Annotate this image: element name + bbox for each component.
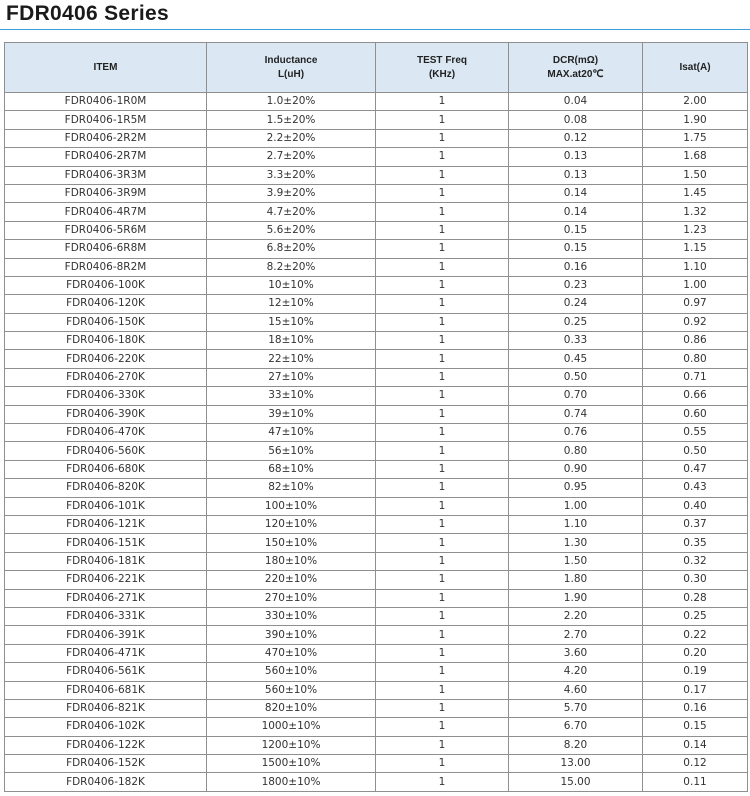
cell-item: FDR0406-471K bbox=[5, 644, 207, 662]
cell-inductance: 56±10% bbox=[207, 442, 376, 460]
cell-item: FDR0406-180K bbox=[5, 332, 207, 350]
table-row bbox=[5, 148, 748, 166]
cell-inductance: 47±10% bbox=[207, 424, 376, 442]
cell-dcr: 0.90 bbox=[509, 460, 643, 478]
table-row bbox=[5, 221, 748, 239]
cell-test-freq: 1 bbox=[376, 93, 509, 111]
cell-dcr: 0.12 bbox=[509, 129, 643, 147]
cell-isat: 0.37 bbox=[643, 515, 748, 533]
cell-item: FDR0406-152K bbox=[5, 755, 207, 773]
cell-inductance: 4.7±20% bbox=[207, 203, 376, 221]
cell-test-freq: 1 bbox=[376, 755, 509, 773]
cell-isat: 0.92 bbox=[643, 313, 748, 331]
header-isat bbox=[643, 43, 748, 93]
header-item bbox=[5, 43, 207, 93]
cell-dcr: 0.23 bbox=[509, 276, 643, 294]
table-row bbox=[5, 442, 748, 460]
cell-isat: 0.20 bbox=[643, 644, 748, 662]
cell-inductance: 3.9±20% bbox=[207, 184, 376, 202]
cell-isat: 0.15 bbox=[643, 718, 748, 736]
cell-inductance: 1800±10% bbox=[207, 773, 376, 791]
cell-dcr: 0.08 bbox=[509, 111, 643, 129]
cell-inductance: 100±10% bbox=[207, 497, 376, 515]
cell-inductance: 560±10% bbox=[207, 663, 376, 681]
cell-item: FDR0406-102K bbox=[5, 718, 207, 736]
header-inductance-line-2: L(uH) bbox=[277, 68, 305, 80]
cell-test-freq: 1 bbox=[376, 736, 509, 754]
cell-item: FDR0406-270K bbox=[5, 368, 207, 386]
table-row bbox=[5, 184, 748, 202]
cell-isat: 1.00 bbox=[643, 276, 748, 294]
cell-isat: 2.00 bbox=[643, 93, 748, 111]
cell-isat: 1.75 bbox=[643, 129, 748, 147]
cell-dcr: 3.60 bbox=[509, 644, 643, 662]
cell-dcr: 0.14 bbox=[509, 203, 643, 221]
cell-dcr: 4.20 bbox=[509, 663, 643, 681]
cell-dcr: 0.33 bbox=[509, 332, 643, 350]
cell-inductance: 1000±10% bbox=[207, 718, 376, 736]
cell-test-freq: 1 bbox=[376, 111, 509, 129]
table-row bbox=[5, 497, 748, 515]
cell-dcr: 0.74 bbox=[509, 405, 643, 423]
cell-item: FDR0406-8R2M bbox=[5, 258, 207, 276]
cell-dcr: 2.20 bbox=[509, 607, 643, 625]
cell-test-freq: 1 bbox=[376, 184, 509, 202]
header-inductance-line-1: Inductance bbox=[264, 54, 318, 66]
cell-item: FDR0406-100K bbox=[5, 276, 207, 294]
cell-item: FDR0406-681K bbox=[5, 681, 207, 699]
cell-dcr: 0.15 bbox=[509, 240, 643, 258]
cell-item: FDR0406-1R0M bbox=[5, 93, 207, 111]
cell-test-freq: 1 bbox=[376, 626, 509, 644]
cell-isat: 0.30 bbox=[643, 571, 748, 589]
cell-dcr: 0.95 bbox=[509, 479, 643, 497]
cell-inductance: 1200±10% bbox=[207, 736, 376, 754]
cell-isat: 1.50 bbox=[643, 166, 748, 184]
cell-test-freq: 1 bbox=[376, 424, 509, 442]
cell-item: FDR0406-122K bbox=[5, 736, 207, 754]
cell-inductance: 10±10% bbox=[207, 276, 376, 294]
table-row bbox=[5, 699, 748, 717]
table-row bbox=[5, 773, 748, 791]
cell-inductance: 3.3±20% bbox=[207, 166, 376, 184]
cell-inductance: 330±10% bbox=[207, 607, 376, 625]
cell-inductance: 820±10% bbox=[207, 699, 376, 717]
table-row bbox=[5, 663, 748, 681]
cell-isat: 0.28 bbox=[643, 589, 748, 607]
table-row bbox=[5, 552, 748, 570]
cell-test-freq: 1 bbox=[376, 405, 509, 423]
table-row bbox=[5, 534, 748, 552]
cell-dcr: 0.14 bbox=[509, 184, 643, 202]
table-row bbox=[5, 607, 748, 625]
cell-test-freq: 1 bbox=[376, 166, 509, 184]
table-row bbox=[5, 387, 748, 405]
header-dcr-line-2: MAX.at20℃ bbox=[547, 68, 604, 80]
cell-test-freq: 1 bbox=[376, 607, 509, 625]
table-row bbox=[5, 681, 748, 699]
cell-item: FDR0406-182K bbox=[5, 773, 207, 791]
cell-item: FDR0406-470K bbox=[5, 424, 207, 442]
cell-item: FDR0406-101K bbox=[5, 497, 207, 515]
cell-isat: 0.22 bbox=[643, 626, 748, 644]
cell-test-freq: 1 bbox=[376, 681, 509, 699]
table-row bbox=[5, 276, 748, 294]
cell-dcr: 0.50 bbox=[509, 368, 643, 386]
cell-item: FDR0406-680K bbox=[5, 460, 207, 478]
cell-inductance: 39±10% bbox=[207, 405, 376, 423]
cell-item: FDR0406-820K bbox=[5, 479, 207, 497]
cell-dcr: 1.00 bbox=[509, 497, 643, 515]
cell-isat: 0.14 bbox=[643, 736, 748, 754]
cell-inductance: 180±10% bbox=[207, 552, 376, 570]
cell-dcr: 2.70 bbox=[509, 626, 643, 644]
cell-inductance: 22±10% bbox=[207, 350, 376, 368]
cell-test-freq: 1 bbox=[376, 129, 509, 147]
header-dcr-line-1: DCR(mΩ) bbox=[552, 54, 599, 66]
cell-inductance: 2.7±20% bbox=[207, 148, 376, 166]
cell-test-freq: 1 bbox=[376, 387, 509, 405]
cell-test-freq: 1 bbox=[376, 460, 509, 478]
table-row bbox=[5, 313, 748, 331]
cell-inductance: 82±10% bbox=[207, 479, 376, 497]
cell-dcr: 0.25 bbox=[509, 313, 643, 331]
table-row bbox=[5, 166, 748, 184]
header-item-line-1: ITEM bbox=[93, 61, 118, 73]
cell-isat: 0.43 bbox=[643, 479, 748, 497]
cell-dcr: 1.80 bbox=[509, 571, 643, 589]
cell-item: FDR0406-121K bbox=[5, 515, 207, 533]
cell-dcr: 0.76 bbox=[509, 424, 643, 442]
cell-dcr: 0.04 bbox=[509, 93, 643, 111]
cell-test-freq: 1 bbox=[376, 589, 509, 607]
cell-dcr: 1.90 bbox=[509, 589, 643, 607]
cell-isat: 0.11 bbox=[643, 773, 748, 791]
cell-isat: 0.12 bbox=[643, 755, 748, 773]
cell-inductance: 33±10% bbox=[207, 387, 376, 405]
cell-isat: 0.19 bbox=[643, 663, 748, 681]
cell-isat: 0.60 bbox=[643, 405, 748, 423]
cell-test-freq: 1 bbox=[376, 552, 509, 570]
cell-test-freq: 1 bbox=[376, 663, 509, 681]
table-header bbox=[5, 43, 748, 93]
cell-isat: 0.35 bbox=[643, 534, 748, 552]
cell-test-freq: 1 bbox=[376, 534, 509, 552]
cell-isat: 0.32 bbox=[643, 552, 748, 570]
cell-item: FDR0406-220K bbox=[5, 350, 207, 368]
table-row bbox=[5, 589, 748, 607]
cell-test-freq: 1 bbox=[376, 442, 509, 460]
cell-item: FDR0406-1R5M bbox=[5, 111, 207, 129]
table-row bbox=[5, 644, 748, 662]
cell-inductance: 120±10% bbox=[207, 515, 376, 533]
cell-test-freq: 1 bbox=[376, 515, 509, 533]
cell-item: FDR0406-221K bbox=[5, 571, 207, 589]
cell-test-freq: 1 bbox=[376, 313, 509, 331]
cell-inductance: 270±10% bbox=[207, 589, 376, 607]
cell-item: FDR0406-150K bbox=[5, 313, 207, 331]
cell-inductance: 15±10% bbox=[207, 313, 376, 331]
cell-test-freq: 1 bbox=[376, 221, 509, 239]
cell-item: FDR0406-120K bbox=[5, 295, 207, 313]
cell-isat: 0.86 bbox=[643, 332, 748, 350]
header-test-freq-line-2: (KHz) bbox=[428, 68, 456, 80]
table-row bbox=[5, 515, 748, 533]
cell-isat: 0.40 bbox=[643, 497, 748, 515]
cell-inductance: 27±10% bbox=[207, 368, 376, 386]
cell-isat: 1.23 bbox=[643, 221, 748, 239]
cell-dcr: 0.13 bbox=[509, 148, 643, 166]
cell-dcr: 6.70 bbox=[509, 718, 643, 736]
cell-isat: 1.68 bbox=[643, 148, 748, 166]
cell-inductance: 1.0±20% bbox=[207, 93, 376, 111]
cell-dcr: 0.45 bbox=[509, 350, 643, 368]
cell-test-freq: 1 bbox=[376, 773, 509, 791]
header-test-freq-line-1: TEST Freq bbox=[416, 54, 467, 66]
cell-item: FDR0406-560K bbox=[5, 442, 207, 460]
cell-test-freq: 1 bbox=[376, 479, 509, 497]
header-test-freq bbox=[376, 43, 509, 93]
cell-test-freq: 1 bbox=[376, 699, 509, 717]
cell-inductance: 12±10% bbox=[207, 295, 376, 313]
table-row bbox=[5, 240, 748, 258]
cell-dcr: 13.00 bbox=[509, 755, 643, 773]
cell-inductance: 2.2±20% bbox=[207, 129, 376, 147]
cell-isat: 1.45 bbox=[643, 184, 748, 202]
header-isat-line-1: Isat(A) bbox=[679, 61, 711, 73]
cell-dcr: 0.80 bbox=[509, 442, 643, 460]
cell-inductance: 150±10% bbox=[207, 534, 376, 552]
cell-test-freq: 1 bbox=[376, 644, 509, 662]
cell-test-freq: 1 bbox=[376, 350, 509, 368]
table-row bbox=[5, 350, 748, 368]
header-dcr bbox=[509, 43, 643, 93]
cell-dcr: 0.24 bbox=[509, 295, 643, 313]
cell-isat: 0.25 bbox=[643, 607, 748, 625]
spec-table bbox=[4, 42, 748, 792]
table-row bbox=[5, 203, 748, 221]
cell-item: FDR0406-331K bbox=[5, 607, 207, 625]
cell-inductance: 18±10% bbox=[207, 332, 376, 350]
cell-test-freq: 1 bbox=[376, 497, 509, 515]
cell-inductance: 560±10% bbox=[207, 681, 376, 699]
table-row bbox=[5, 460, 748, 478]
table-row bbox=[5, 93, 748, 111]
cell-test-freq: 1 bbox=[376, 368, 509, 386]
table-row bbox=[5, 111, 748, 129]
cell-item: FDR0406-390K bbox=[5, 405, 207, 423]
table-row bbox=[5, 626, 748, 644]
page-title: FDR0406 Series bbox=[6, 2, 169, 25]
table-row bbox=[5, 424, 748, 442]
cell-item: FDR0406-2R7M bbox=[5, 148, 207, 166]
cell-test-freq: 1 bbox=[376, 571, 509, 589]
cell-dcr: 5.70 bbox=[509, 699, 643, 717]
cell-item: FDR0406-5R6M bbox=[5, 221, 207, 239]
cell-isat: 0.50 bbox=[643, 442, 748, 460]
cell-item: FDR0406-330K bbox=[5, 387, 207, 405]
cell-inductance: 470±10% bbox=[207, 644, 376, 662]
cell-inductance: 220±10% bbox=[207, 571, 376, 589]
cell-item: FDR0406-391K bbox=[5, 626, 207, 644]
cell-dcr: 0.15 bbox=[509, 221, 643, 239]
cell-test-freq: 1 bbox=[376, 276, 509, 294]
header-row bbox=[5, 43, 748, 93]
cell-isat: 0.71 bbox=[643, 368, 748, 386]
cell-inductance: 68±10% bbox=[207, 460, 376, 478]
cell-item: FDR0406-561K bbox=[5, 663, 207, 681]
cell-isat: 0.55 bbox=[643, 424, 748, 442]
cell-test-freq: 1 bbox=[376, 240, 509, 258]
cell-dcr: 0.70 bbox=[509, 387, 643, 405]
table-row bbox=[5, 258, 748, 276]
cell-isat: 1.32 bbox=[643, 203, 748, 221]
cell-item: FDR0406-151K bbox=[5, 534, 207, 552]
cell-inductance: 1.5±20% bbox=[207, 111, 376, 129]
cell-item: FDR0406-271K bbox=[5, 589, 207, 607]
cell-dcr: 15.00 bbox=[509, 773, 643, 791]
cell-isat: 1.90 bbox=[643, 111, 748, 129]
cell-test-freq: 1 bbox=[376, 332, 509, 350]
cell-isat: 0.17 bbox=[643, 681, 748, 699]
cell-inductance: 1500±10% bbox=[207, 755, 376, 773]
table-row bbox=[5, 405, 748, 423]
table-row bbox=[5, 129, 748, 147]
cell-dcr: 0.16 bbox=[509, 258, 643, 276]
cell-test-freq: 1 bbox=[376, 148, 509, 166]
cell-item: FDR0406-2R2M bbox=[5, 129, 207, 147]
cell-inductance: 8.2±20% bbox=[207, 258, 376, 276]
cell-dcr: 8.20 bbox=[509, 736, 643, 754]
table-row bbox=[5, 736, 748, 754]
cell-isat: 0.97 bbox=[643, 295, 748, 313]
cell-isat: 0.47 bbox=[643, 460, 748, 478]
title-divider bbox=[0, 29, 750, 30]
cell-inductance: 5.6±20% bbox=[207, 221, 376, 239]
cell-dcr: 1.10 bbox=[509, 515, 643, 533]
cell-isat: 0.16 bbox=[643, 699, 748, 717]
cell-inductance: 6.8±20% bbox=[207, 240, 376, 258]
cell-item: FDR0406-4R7M bbox=[5, 203, 207, 221]
cell-test-freq: 1 bbox=[376, 203, 509, 221]
cell-test-freq: 1 bbox=[376, 295, 509, 313]
cell-item: FDR0406-3R9M bbox=[5, 184, 207, 202]
cell-dcr: 0.13 bbox=[509, 166, 643, 184]
table-row bbox=[5, 571, 748, 589]
cell-inductance: 390±10% bbox=[207, 626, 376, 644]
cell-isat: 1.10 bbox=[643, 258, 748, 276]
cell-isat: 0.66 bbox=[643, 387, 748, 405]
table-row bbox=[5, 479, 748, 497]
table-row bbox=[5, 332, 748, 350]
cell-isat: 0.80 bbox=[643, 350, 748, 368]
cell-item: FDR0406-3R3M bbox=[5, 166, 207, 184]
cell-test-freq: 1 bbox=[376, 718, 509, 736]
cell-isat: 1.15 bbox=[643, 240, 748, 258]
table-row bbox=[5, 295, 748, 313]
cell-dcr: 1.50 bbox=[509, 552, 643, 570]
table-row bbox=[5, 718, 748, 736]
header-inductance bbox=[207, 43, 376, 93]
cell-item: FDR0406-181K bbox=[5, 552, 207, 570]
cell-test-freq: 1 bbox=[376, 258, 509, 276]
cell-dcr: 4.60 bbox=[509, 681, 643, 699]
cell-dcr: 1.30 bbox=[509, 534, 643, 552]
cell-item: FDR0406-821K bbox=[5, 699, 207, 717]
table-row bbox=[5, 368, 748, 386]
table-body bbox=[5, 93, 748, 792]
cell-item: FDR0406-6R8M bbox=[5, 240, 207, 258]
table-row bbox=[5, 755, 748, 773]
